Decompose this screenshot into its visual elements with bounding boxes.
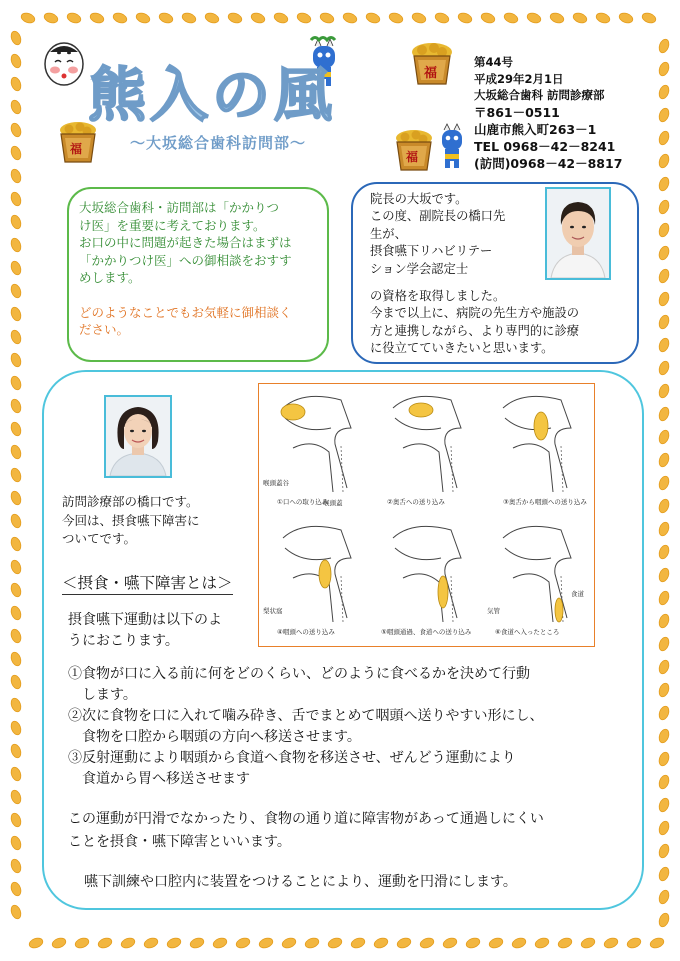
visit-phone-number: (訪問)0968－42－8817	[474, 155, 623, 171]
text-line: ついてです。	[62, 531, 137, 546]
swallowing-steps	[68, 664, 543, 790]
label-esophagus: 食道	[571, 590, 584, 598]
text-line: 方と連携しながら、より専門的に診療	[370, 323, 580, 338]
text-line: この運動が円滑でなかったり、食物の通り道に障害物があって通過しにくい	[68, 811, 544, 827]
fuku-label: 福	[70, 142, 83, 156]
caption-6: ⑥食道へ入ったところ	[495, 628, 560, 636]
swallowing-diagram	[258, 383, 595, 647]
text-line: 摂食嚥下リハビリテー	[370, 244, 493, 259]
fuku-label: 福	[406, 150, 419, 164]
address: 山鹿市熊入町263－1	[474, 121, 597, 137]
text-line: 大坂総合歯科・訪問部は「かかりつ	[79, 200, 280, 215]
issue-date: 平成29年2月1日	[474, 71, 564, 86]
director-photo	[545, 187, 611, 280]
text-line: どのようなことでもお気軽に御相談く	[79, 304, 292, 320]
caption-5: ⑤咽頭通過、食道への送り込み	[381, 628, 472, 636]
lead-text	[68, 610, 222, 652]
label-vallecula: 喉頭蓋谷	[263, 479, 289, 487]
step-line: ②次に食物を口に入れて噛み砕き、舌でまとめて咽頭へ送りやすい形にし、	[68, 708, 544, 724]
issue-number: 第44号	[474, 55, 514, 69]
step-line: 食物を口腔から咽頭の方向へ移送させます。	[68, 729, 361, 745]
treatment-paragraph: 嚥下訓練や口腔内に装置をつけることにより、運動を円滑にします。	[84, 874, 517, 890]
text-line: お口の中に問題が起きた場合はまずは	[79, 235, 292, 250]
postal-code: 〒861－0511	[474, 104, 560, 120]
text-line: に役立てていきたいと思います。	[370, 341, 554, 356]
step-line: ③反射運動により咽頭から食道へ食物を移送させ、ぜんどう運動により	[68, 750, 516, 766]
text-line: の資格を取得しました。	[370, 289, 506, 303]
newsletter-subtitle: ～大坂総合歯科訪問部～	[130, 134, 307, 152]
text-line: 「かかりつけ医」への御相談をおすす	[79, 252, 292, 268]
fuku-label: 福	[424, 66, 438, 81]
text-line: 生が、	[370, 226, 407, 241]
newsletter-title: 熊入の風	[88, 61, 337, 129]
section-heading: ＜摂食・嚥下障害とは＞	[62, 571, 233, 595]
blue-oni-icon	[436, 118, 470, 168]
otafuku-mask-icon	[42, 38, 86, 86]
director-message-bottom	[370, 288, 579, 358]
caption-1: ①口への取り込み	[277, 498, 329, 506]
family-dentist-text	[79, 199, 325, 339]
text-line: うにおこります。	[68, 633, 179, 649]
caption-3: ③奥舌から咽頭への送り込み	[503, 498, 587, 506]
text-line: ださい。	[79, 322, 130, 337]
label-epiglottis: 喉頭蓋	[323, 499, 343, 507]
text-line: 訪問診療部の橋口です。	[62, 494, 199, 509]
caption-4: ④咽頭への送り込み	[277, 628, 335, 636]
clinic-name: 大坂総合歯科 訪問診療部	[474, 88, 605, 102]
text-line: 今まで以上に、病院の先生方や施設の	[370, 306, 580, 321]
caption-2: ②奥舌への送り込み	[387, 498, 445, 506]
text-line: めします。	[79, 270, 141, 285]
director-message-top	[370, 191, 505, 278]
label-trachea: 気管	[487, 607, 500, 615]
text-line: この度、副院長の橋口先	[370, 209, 506, 224]
phone-number: TEL 0968－42－8241	[474, 138, 616, 154]
step-line: 食道から胃へ移送させます	[68, 771, 250, 787]
staff-photo	[104, 395, 172, 478]
text-line: 今回は、摂食嚥下障害に	[62, 512, 200, 528]
step-line: ①食物が口に入る前に何をどのくらい、どのように食べるかを決めて行動	[68, 666, 530, 682]
issue-info	[474, 54, 622, 172]
text-line: 院長の大坂です。	[370, 192, 468, 206]
text-line: ション学会認定士	[370, 261, 469, 276]
text-line: ことを摂食・嚥下障害といいます。	[68, 834, 291, 850]
text-line: け医」を重要に考えております。	[79, 217, 266, 233]
label-piriform: 梨状窩	[263, 607, 283, 615]
definition-paragraph	[68, 808, 544, 854]
step-line: します。	[68, 687, 137, 703]
staff-intro	[62, 493, 200, 549]
text-line: 摂食嚥下運動は以下のよ	[68, 612, 222, 628]
